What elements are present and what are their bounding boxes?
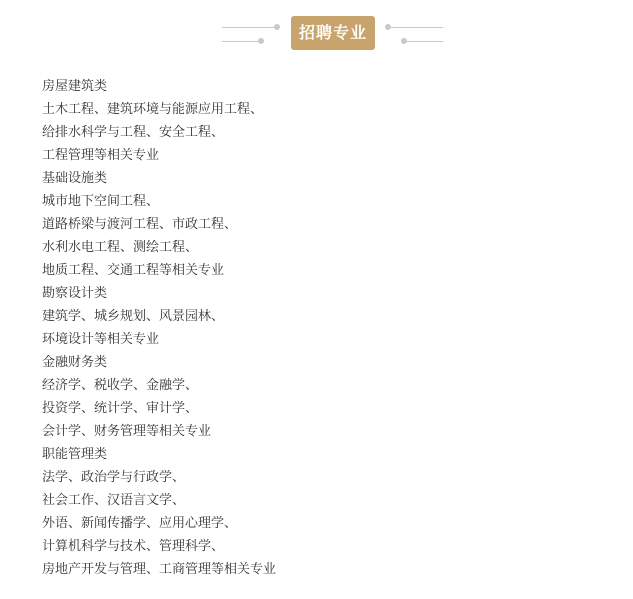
list-item: 房屋建筑类 (42, 79, 108, 94)
list-item: 经济学、税收学、金融学、 (42, 378, 199, 393)
list-item: 会计学、财务管理等相关专业 (42, 424, 212, 439)
left-decoration-line-top (222, 27, 276, 28)
list-item: 土木工程、建筑环境与能源应用工程、 (42, 102, 264, 117)
list-item: 房地产开发与管理、工商管理等相关专业 (42, 562, 277, 577)
left-decoration-dot-bottom (258, 38, 264, 44)
list-item: 金融财务类 (42, 355, 108, 370)
list-item: 基础设施类 (42, 171, 108, 186)
list-item: 投资学、统计学、审计学、 (42, 401, 199, 416)
right-decoration-line-bottom (405, 41, 443, 42)
list-item: 法学、政治学与行政学、 (42, 470, 186, 485)
section-header (0, 14, 633, 52)
list-item: 城市地下空间工程、 (42, 194, 160, 209)
left-decoration-dot-top (274, 24, 280, 30)
list-item: 地质工程、交通工程等相关专业 (42, 263, 225, 278)
list-item: 水利水电工程、测绘工程、 (42, 240, 199, 255)
list-item: 工程管理等相关专业 (42, 148, 160, 163)
right-decoration-line-top (389, 27, 443, 28)
list-item: 给排水科学与工程、安全工程、 (42, 125, 225, 140)
left-decoration-line-bottom (222, 41, 260, 42)
list-item: 计算机科学与技术、管理科学、 (42, 539, 225, 554)
section-title-badge: 招聘专业 (291, 16, 375, 50)
list-item: 勘察设计类 (42, 286, 108, 301)
major-list (42, 75, 602, 581)
list-item: 外语、新闻传播学、应用心理学、 (42, 516, 238, 531)
list-item: 建筑学、城乡规划、风景园林、 (42, 309, 225, 324)
list-item: 道路桥梁与渡河工程、市政工程、 (42, 217, 238, 232)
list-item: 职能管理类 (42, 447, 108, 462)
list-item: 社会工作、汉语言文学、 (42, 493, 186, 508)
list-item: 环境设计等相关专业 (42, 332, 160, 347)
